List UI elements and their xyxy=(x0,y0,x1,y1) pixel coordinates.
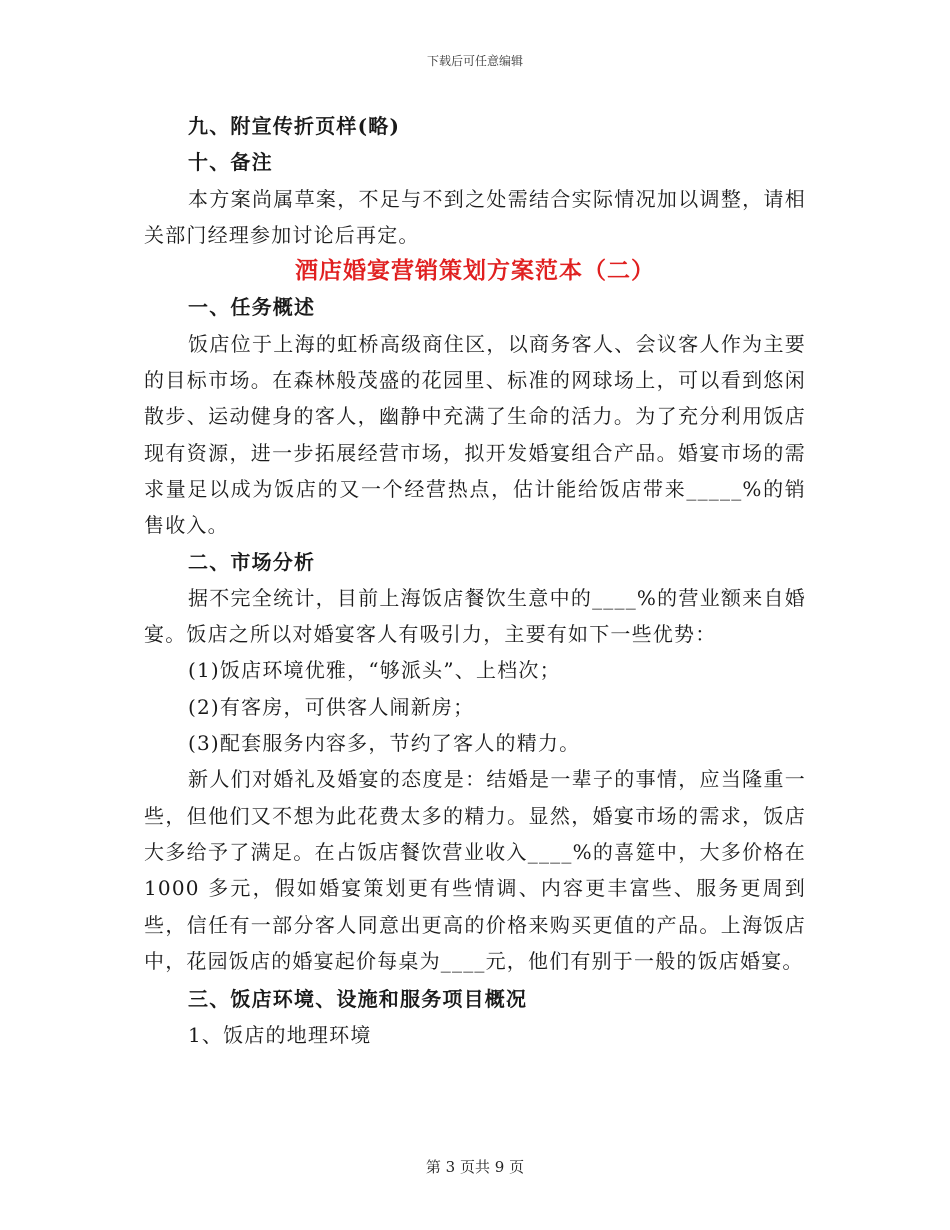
page-header: 下载后可任意编辑 xyxy=(426,54,523,68)
advantage-item-3: (3)配套服务内容多，节约了客人的精力。 xyxy=(188,731,581,756)
note-paragraph: 本方案尚属草案，不足与不到之处需结合实际情况加以调整，请相关部门经理参加讨论后再定。 xyxy=(144,186,806,247)
section-heading-3: 三、饭店环境、设施和服务项目概况 xyxy=(188,987,528,1012)
section-heading-2: 二、市场分析 xyxy=(188,549,316,574)
document-title: 酒店婚宴营销策划方案范本（二） xyxy=(295,257,655,285)
market-paragraph: 据不完全统计，目前上海饭店餐饮生意中的____%的营业额来自婚宴。饭店之所以对婚宴客人有吸引力，主要有如下一些优势： xyxy=(144,585,806,647)
section-heading-9: 九、附宣传折页样(略) xyxy=(188,114,401,138)
section-heading-1: 一、任务概述 xyxy=(188,295,316,320)
advantage-item-2: (2)有客房，可供客人闹新房； xyxy=(188,694,475,719)
overview-paragraph: 饭店位于上海的虹桥高级商住区，以商务客人、会议客人作为主要的目标市场。在森林般茂盛的花园里、标准的网球场上，可以看到悠闲散步、运动健身的客人，幽静中充满了生命的活力。为了充分利用饭店现有资源，进一步拓展经营市场，拟开发婚宴组合产品。婚宴市场的需求量足以成为饭店的又一个经营热点，估计能给饭店带来_____%的销售收入。 xyxy=(144,331,806,538)
document-body xyxy=(144,108,806,1054)
attitude-paragraph: 新人们对婚礼及婚宴的态度是：结婚是一辈子的事情，应当隆重一些，但他们又不想为此花费太多的精力。显然，婚宴市场的需求，饭店大多给予了满足。在占饭店餐饮营业收入____%的喜筵中，大多价格在 1000 多元，假如婚宴策划更有些情调、内容更丰富些、服务更周到些，信任有一部分客人同意出更高的价格来购买更值的产品。上海饭店中，花园饭店的婚宴起价每桌为____元，他们有别于一般的饭店婚宴。 xyxy=(144,767,806,973)
advantage-item-1: (1)饭店环境优雅，“够派头”、上档次； xyxy=(188,658,561,683)
page-footer: 第 3 页共 9 页 xyxy=(425,1158,525,1176)
section-heading-10: 十、备注 xyxy=(188,150,273,175)
subsection-heading-1: 1、饭店的地理环境 xyxy=(188,1023,372,1048)
